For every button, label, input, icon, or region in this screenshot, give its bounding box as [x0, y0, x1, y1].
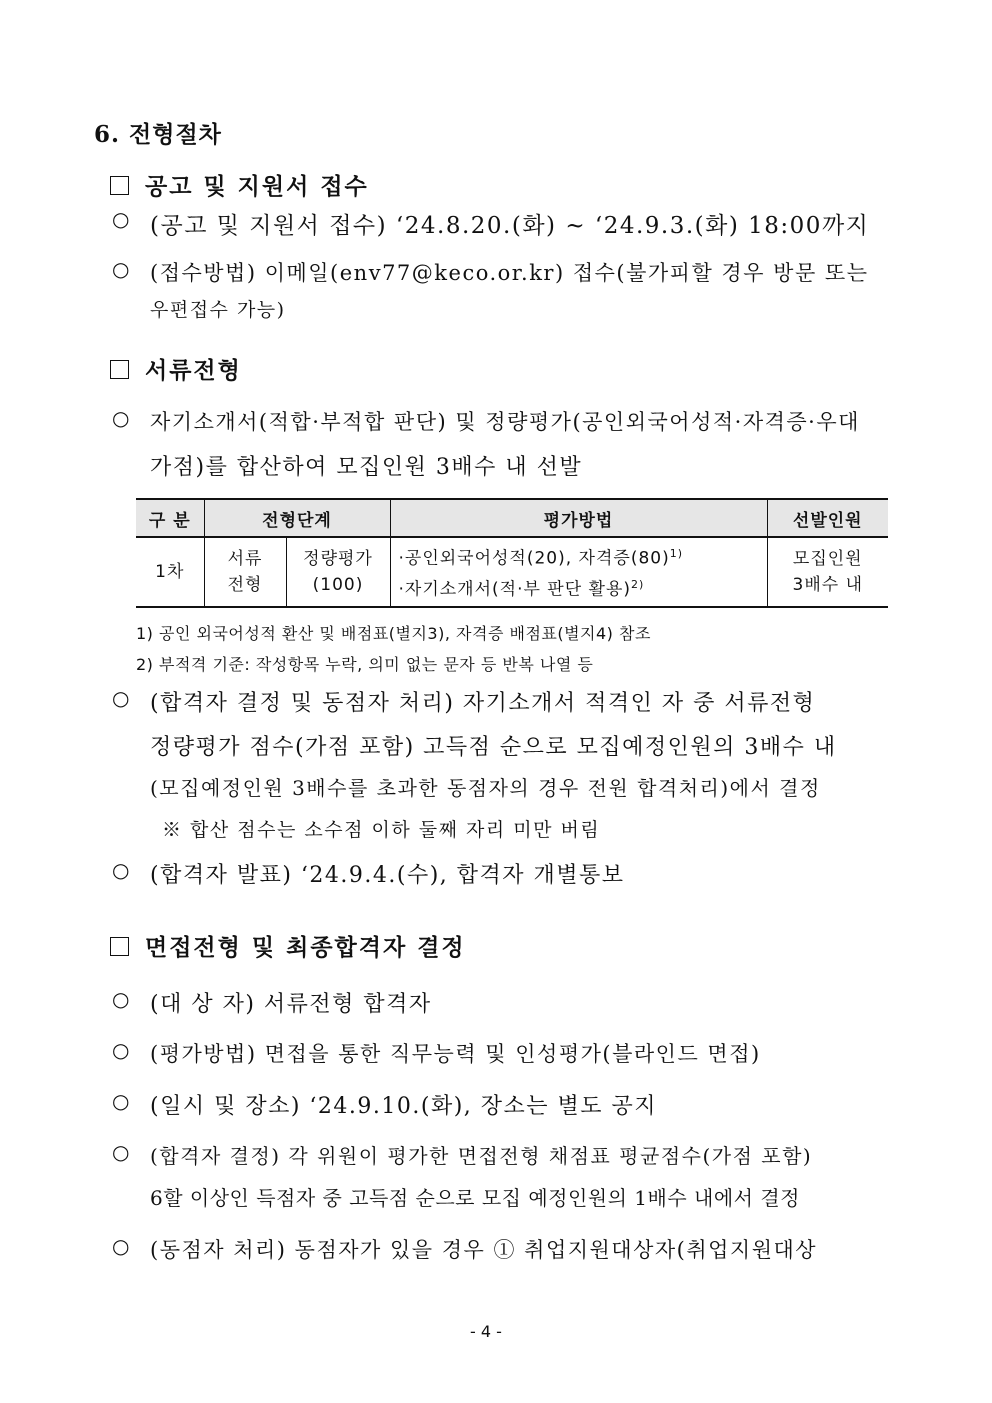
- list-item: ○ (동점자 처리) 동점자가 있을 경우 ① 취업지원대상자(취업지원대상: [112, 1234, 818, 1262]
- footnote: 1) 공인 외국어성적 환산 및 배점표(별지3), 자격증 배점표(별지4) 참조: [136, 624, 651, 643]
- subsection-heading-document: 서류전형: [110, 352, 242, 385]
- list-item: ○ (합격자 결정) 각 위원이 평가한 면접전형 채점표 평균점수(가점 포함): [112, 1140, 813, 1168]
- list-item: ○ (합격자 발표) ‘24.9.4.(수), 합격자 개별통보: [112, 858, 625, 888]
- list-item: ○ (합격자 결정 및 동점자 처리) 자기소개서 적격인 자 중 서류전형: [112, 686, 816, 716]
- cell-selection: 모집인원 3배수 내: [767, 537, 888, 607]
- page-number: - 4 -: [470, 1322, 502, 1341]
- list-item-continuation: (모집예정인원 3배수를 초과한 동점자의 경우 전원 합격처리)에서 결정: [150, 776, 821, 800]
- list-item: ○ (평가방법) 면접을 통한 직무능력 및 인성평가(블라인드 면접): [112, 1038, 761, 1066]
- section-title: 6. 전형절차: [94, 121, 222, 148]
- header-selection: 선발인원: [767, 499, 888, 537]
- circle-bullet-icon: ○: [112, 1234, 131, 1258]
- list-item: ○ (일시 및 장소) ‘24.9.10.(화), 장소는 별도 공지: [112, 1089, 658, 1119]
- cell-stage-b: 정량평가 (100): [286, 537, 390, 607]
- list-item-continuation: 가점)를 합산하여 모집인원 3배수 내 선발: [150, 455, 583, 480]
- circle-bullet-icon: ○: [112, 1140, 131, 1164]
- table-header-row: [136, 499, 888, 537]
- list-item: ○ (대 상 자) 서류전형 합격자: [112, 987, 432, 1017]
- table-row: [136, 537, 888, 607]
- list-item-continuation: 우편접수 가능): [150, 299, 286, 321]
- list-item-continuation: 6할 이상인 득점자 중 고득점 순으로 모집 예정인원의 1배수 내에서 결정: [150, 1186, 800, 1210]
- list-item-continuation: 정량평가 점수(가점 포함) 고득점 순으로 모집예정인원의 3배수 내: [150, 735, 837, 760]
- circle-bullet-icon: ○: [112, 207, 131, 231]
- list-item: ○ 자기소개서(적합·부적합 판단) 및 정량평가(공인외국어성적·자격증·우대: [112, 406, 860, 434]
- header-method: 평가방법: [390, 499, 767, 537]
- list-item: ○ (공고 및 지원서 접수) ‘24.8.20.(화) ~ ‘24.9.3.(화) 18:00까지: [112, 207, 870, 239]
- note-text: ※ 합산 점수는 소수점 이하 둘째 자리 미만 버림: [162, 819, 601, 841]
- circle-bullet-icon: ○: [112, 257, 131, 281]
- cell-round: 1차: [136, 537, 204, 607]
- cell-method: ·공인외국어성적(20), 자격증$(80)^{1)}$ ·자기소개서(적·부 판단 활용)$^{2)}$: [390, 537, 767, 607]
- checkbox-square-icon: [110, 176, 129, 195]
- circle-bullet-icon: ○: [112, 1038, 131, 1062]
- circle-bullet-icon: ○: [112, 406, 131, 430]
- footnote: 2) 부적격 기준: 작성항목 누락, 의미 없는 문자 등 반복 나열 등: [136, 655, 594, 674]
- list-item: ○ (접수방법) 이메일(env77@keco.or.kr) 접수(불가피할 경우 방문 또는: [112, 257, 869, 285]
- cell-stage-a: 서류 전형: [204, 537, 286, 607]
- subsection-heading-notice: 공고 및 지원서 접수: [110, 168, 369, 201]
- evaluation-table: [136, 498, 888, 608]
- circle-bullet-icon: ○: [112, 987, 131, 1011]
- checkbox-square-icon: [110, 937, 129, 956]
- circle-bullet-icon: ○: [112, 1089, 131, 1113]
- circle-bullet-icon: ○: [112, 686, 131, 710]
- header-division: 구 분: [136, 499, 204, 537]
- subsection-heading-interview: 면접전형 및 최종합격자 결정: [110, 929, 466, 962]
- header-stage: 전형단계: [204, 499, 390, 537]
- checkbox-square-icon: [110, 360, 129, 379]
- circle-bullet-icon: ○: [112, 858, 131, 882]
